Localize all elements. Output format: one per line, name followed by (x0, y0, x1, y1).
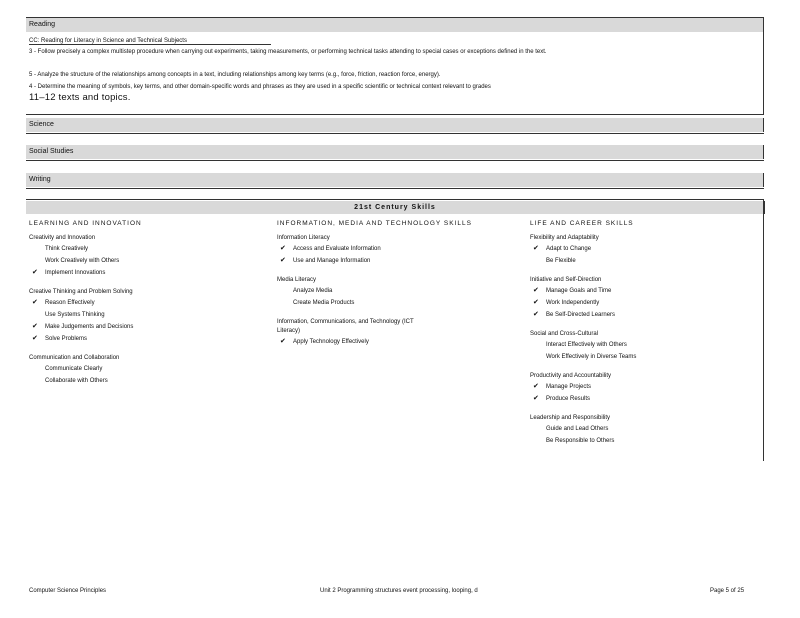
group-name: Flexibility and Adaptability (530, 235, 599, 241)
skills-top-rule (26, 199, 764, 200)
group-name: Creativity and Innovation (29, 235, 96, 241)
check-icon: ✔ (32, 323, 38, 330)
col-heading: LIFE AND CAREER SKILLS (530, 220, 634, 227)
skill-item: ✔ Work Independently (530, 297, 770, 309)
skill-item: Guide and Lead Others (546, 426, 609, 432)
col-heading: LEARNING AND INNOVATION (29, 220, 142, 227)
skill-item: ✔ Reason Effectively (29, 297, 269, 309)
writing-header: Writing (26, 173, 764, 187)
standard-5: 5 - Analyze the structure of the relationships among concepts in a text, including relationships among key terms (e.g., force, friction, reaction force, energy). (29, 72, 441, 78)
footer-unit: Unit 2 Programming structures event processing, looping, d (320, 588, 478, 594)
skills-title: 21st Century Skills (26, 201, 765, 214)
skill-item: ✔ Adapt to Change (530, 243, 770, 255)
skill-item: Use Systems Thinking (45, 312, 105, 318)
skill-item: Collaborate with Others (45, 378, 108, 384)
check-icon: ✔ (280, 245, 286, 252)
check-icon: ✔ (533, 245, 539, 252)
group-name: Social and Cross-Cultural (530, 331, 599, 337)
skill-item: ✔ Manage Projects (530, 381, 770, 393)
science-rule (26, 133, 764, 134)
social-right-border (763, 145, 764, 159)
cc-underline (29, 44, 271, 45)
check-icon: ✔ (533, 383, 539, 390)
writing-rule (26, 188, 764, 189)
col-information-media-technology (277, 219, 517, 348)
standard-4-cont: 11–12 texts and topics. (29, 93, 131, 103)
check-icon: ✔ (280, 338, 286, 345)
check-icon: ✔ (280, 257, 286, 264)
skill-item: Be Responsible to Others (546, 438, 615, 444)
skill-item: ✔ Make Judgements and Decisions (29, 321, 269, 333)
skill-item: Analyze Media (293, 288, 333, 294)
skill-item: Work Effectively in Diverse Teams (546, 354, 637, 360)
check-icon: ✔ (32, 299, 38, 306)
skill-item: ✔ Solve Problems (29, 333, 269, 345)
writing-right-border (763, 173, 764, 187)
check-icon: ✔ (533, 311, 539, 318)
skill-item: Interact Effectively with Others (546, 342, 627, 348)
skill-item: ✔ Be Self-Directed Learners (530, 309, 770, 321)
footer-page-number: Page 5 of 25 (710, 588, 745, 594)
footer-course: Computer Science Principles (29, 588, 107, 594)
check-icon: ✔ (32, 335, 38, 342)
check-icon: ✔ (32, 269, 38, 276)
social-studies-header: Social Studies (26, 145, 764, 159)
skill-item: Create Media Products (293, 300, 355, 306)
reading-header: Reading (26, 18, 764, 32)
standard-3: 3 - Follow precisely a complex multistep procedure when carrying out experiments, taking measurements, or performing technical tasks attending to special cases or exceptions defined in the text. (29, 49, 547, 55)
social-rule (26, 160, 764, 161)
check-icon: ✔ (533, 299, 539, 306)
check-icon: ✔ (533, 287, 539, 294)
col-life-career (530, 219, 770, 447)
group-name: Productivity and Accountability (530, 373, 612, 379)
group-name: Leadership and Responsibility (530, 415, 611, 421)
skill-item: ✔ Apply Technology Effectively (277, 336, 517, 348)
group-name: Information, Communications, and Technology (ICT Literacy) (277, 319, 414, 334)
reading-bottom-rule (26, 114, 764, 115)
skill-item: Think Creatively (45, 246, 89, 252)
group-name: Media Literacy (277, 277, 317, 283)
group-name: Creative Thinking and Problem Solving (29, 289, 133, 295)
skill-item: ✔ Implement Innovations (29, 267, 269, 279)
group-name: Information Literacy (277, 235, 330, 241)
science-header: Science (26, 118, 764, 132)
skill-item: ✔ Use and Manage Information (277, 255, 517, 267)
skill-item: Communicate Clearly (45, 366, 103, 372)
check-icon: ✔ (533, 395, 539, 402)
col-learning-innovation (29, 219, 269, 387)
group-name: Initiative and Self-Direction (530, 277, 602, 283)
skill-item: ✔ Manage Goals and Time (530, 285, 770, 297)
group-name: Communication and Collaboration (29, 355, 120, 361)
skill-item: ✔ Access and Evaluate Information (277, 243, 517, 255)
reading-right-border (763, 18, 764, 114)
skill-item: Be Flexible (546, 258, 576, 264)
standard-4: 4 - Determine the meaning of symbols, key terms, and other domain-specific words and phrases as they are used in a specific scientific or technical context relevant to grades (29, 84, 491, 90)
skill-item: Work Creatively with Others (45, 258, 120, 264)
skill-item: ✔ Produce Results (530, 393, 770, 405)
col-heading: INFORMATION, MEDIA AND TECHNOLOGY SKILLS (277, 220, 472, 227)
science-right-border (763, 118, 764, 132)
cc-label: CC: Reading for Literacy in Science and Technical Subjects (29, 38, 187, 44)
